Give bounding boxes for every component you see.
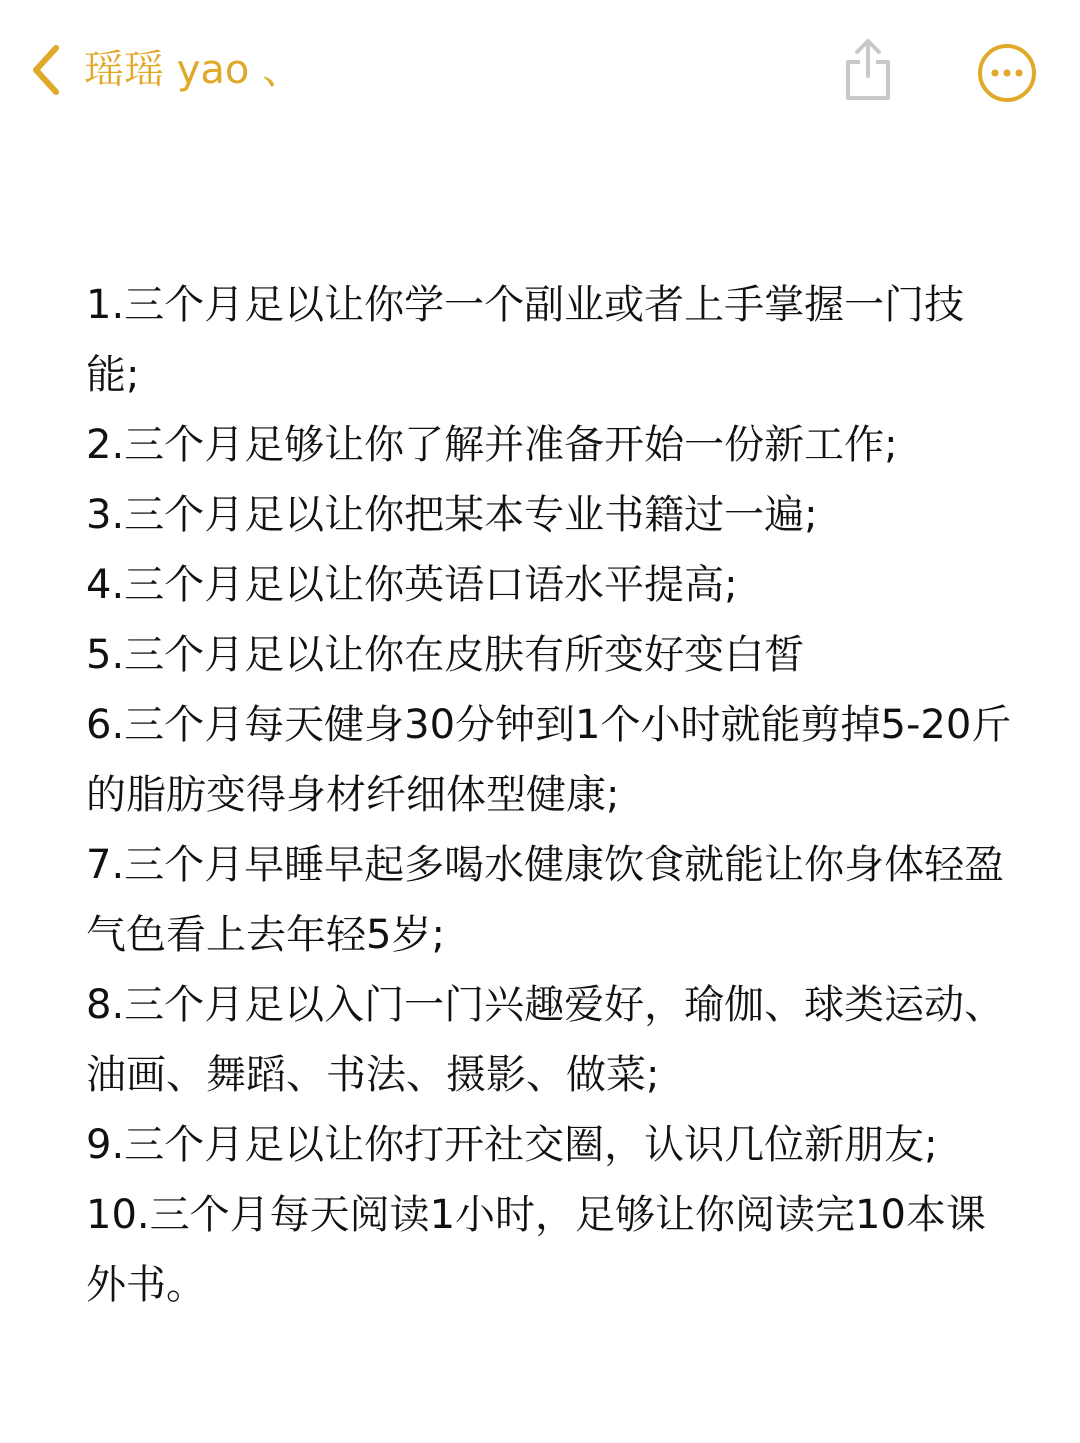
- chevron-left-icon: [28, 42, 62, 98]
- back-label: 瑶瑶 yao 、: [84, 47, 303, 93]
- note-item-5: 5.三个月足以让你在皮肤有所变好变白皙: [86, 632, 805, 678]
- share-icon: [840, 87, 896, 106]
- note-item-8: 8.三个月足以入门一门兴趣爱好，瑜伽、球类运动、油画、舞蹈、书法、摄影、做菜;: [86, 982, 1005, 1098]
- note-item-9: 9.三个月足以让你打开社交圈，认识几位新朋友;: [86, 1122, 938, 1168]
- note-item-1: 1.三个月足以让你学一个副业或者上手掌握一门技能;: [86, 282, 965, 398]
- note-item-3: 3.三个月足以让你把某本专业书籍过一遍;: [86, 492, 818, 538]
- share-button[interactable]: [840, 36, 896, 102]
- more-circle-icon: [976, 89, 1038, 108]
- more-button[interactable]: [976, 42, 1038, 104]
- note-item-7: 7.三个月早睡早起多喝水健康饮食就能让你身体轻盈气色看上去年轻5岁;: [86, 842, 1005, 958]
- navigation-bar: [0, 0, 1080, 140]
- note-body: [86, 270, 1016, 1320]
- note-item-2: 2.三个月足够让你了解并准备开始一份新工作;: [86, 422, 898, 468]
- note-item-10: 10.三个月每天阅读1小时，足够让你阅读完10本课外书。: [86, 1192, 986, 1308]
- back-button[interactable]: [28, 38, 302, 102]
- note-item-6: 6.三个月每天健身30分钟到1个小时就能剪掉5-20斤的脂肪变得身材纤细体型健康;: [86, 702, 1012, 818]
- note-item-4: 4.三个月足以让你英语口语水平提高;: [86, 562, 738, 608]
